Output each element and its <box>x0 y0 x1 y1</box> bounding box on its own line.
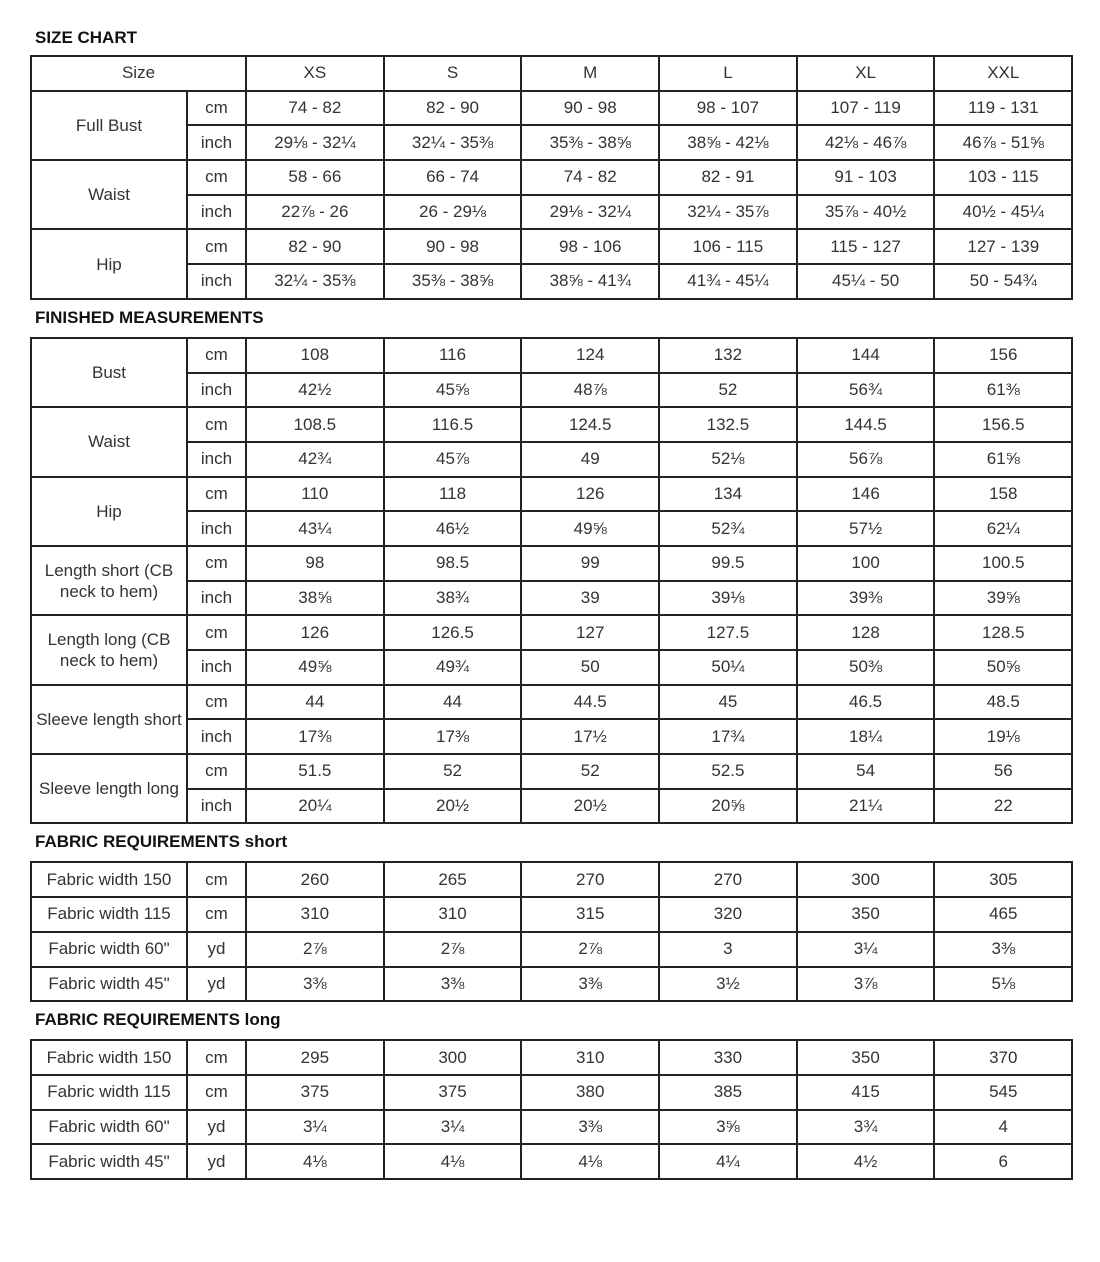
unit-cell: inch <box>187 195 246 230</box>
value-cell: 38¾ <box>384 581 522 616</box>
unit-cell: inch <box>187 511 246 546</box>
measurement-label: Sleeve length short <box>31 685 187 754</box>
value-cell: 119 - 131 <box>934 91 1072 126</box>
value-cell: 54 <box>797 754 935 789</box>
value-cell: 44.5 <box>521 685 659 720</box>
value-cell: 42⅛ - 46⅞ <box>797 125 935 160</box>
unit-cell: cm <box>187 1040 246 1075</box>
value-cell: 48⅞ <box>521 373 659 408</box>
value-cell: 44 <box>246 685 384 720</box>
value-cell: 100 <box>797 546 935 581</box>
value-cell: 66 - 74 <box>384 160 522 195</box>
table-row <box>31 862 1072 897</box>
fabric-long-table <box>30 1039 1073 1180</box>
unit-cell: cm <box>187 897 246 932</box>
value-cell: 350 <box>797 1040 935 1075</box>
fabric-width-label: Fabric width 115 <box>31 897 187 932</box>
table-row <box>31 1110 1072 1145</box>
value-cell: 19⅛ <box>934 719 1072 754</box>
value-cell: 98 <box>246 546 384 581</box>
value-cell: 2⅞ <box>246 932 384 967</box>
unit-cell: yd <box>187 967 246 1002</box>
unit-cell: inch <box>187 789 246 824</box>
table-row <box>31 407 1072 442</box>
value-cell: 99 <box>521 546 659 581</box>
table-row <box>31 511 1072 546</box>
value-cell: 3¼ <box>384 1110 522 1145</box>
value-cell: 32¼ - 35⅜ <box>384 125 522 160</box>
unit-cell: inch <box>187 719 246 754</box>
unit-cell: inch <box>187 125 246 160</box>
value-cell: 134 <box>659 477 797 512</box>
value-cell: 46.5 <box>797 685 935 720</box>
unit-cell: cm <box>187 91 246 126</box>
value-cell: 17⅜ <box>246 719 384 754</box>
value-cell: 38⅝ <box>246 581 384 616</box>
value-cell: 98 - 106 <box>521 229 659 264</box>
unit-cell: yd <box>187 1144 246 1179</box>
size-column-header: XXL <box>934 56 1072 91</box>
value-cell: 46½ <box>384 511 522 546</box>
value-cell: 58 - 66 <box>246 160 384 195</box>
finished-measurements-heading: FINISHED MEASUREMENTS <box>35 307 264 327</box>
value-cell: 20½ <box>384 789 522 824</box>
measurement-label: Bust <box>31 338 187 407</box>
fabric-width-label: Fabric width 45" <box>31 1144 187 1179</box>
value-cell: 17¾ <box>659 719 797 754</box>
unit-cell: inch <box>187 264 246 299</box>
value-cell: 52¾ <box>659 511 797 546</box>
value-cell: 100.5 <box>934 546 1072 581</box>
value-cell: 132 <box>659 338 797 373</box>
value-cell: 380 <box>521 1075 659 1110</box>
value-cell: 82 - 90 <box>246 229 384 264</box>
value-cell: 3⅞ <box>797 967 935 1002</box>
fabric-width-label: Fabric width 45" <box>31 967 187 1002</box>
value-cell: 295 <box>246 1040 384 1075</box>
measurement-label: Length long (CB neck to hem) <box>31 615 187 684</box>
value-cell: 156 <box>934 338 1072 373</box>
measurement-label: Waist <box>31 407 187 476</box>
unit-cell: cm <box>187 754 246 789</box>
value-cell: 110 <box>246 477 384 512</box>
table-row <box>31 581 1072 616</box>
value-cell: 106 - 115 <box>659 229 797 264</box>
value-cell: 49⅝ <box>521 511 659 546</box>
value-cell: 545 <box>934 1075 1072 1110</box>
fabric-width-label: Fabric width 60" <box>31 932 187 967</box>
table-row <box>31 897 1072 932</box>
value-cell: 20½ <box>521 789 659 824</box>
value-cell: 38⅝ - 42⅛ <box>659 125 797 160</box>
finished-measurements-table <box>30 337 1073 825</box>
value-cell: 3⅝ <box>659 1110 797 1145</box>
table-row <box>31 91 1072 126</box>
value-cell: 74 - 82 <box>521 160 659 195</box>
measurement-label: Hip <box>31 229 187 298</box>
value-cell: 127 <box>521 615 659 650</box>
value-cell: 49¾ <box>384 650 522 685</box>
value-cell: 116.5 <box>384 407 522 442</box>
value-cell: 41¾ - 45¼ <box>659 264 797 299</box>
value-cell: 46⅞ - 51⅝ <box>934 125 1072 160</box>
unit-cell: cm <box>187 862 246 897</box>
unit-cell: cm <box>187 160 246 195</box>
value-cell: 3¼ <box>797 932 935 967</box>
table-row <box>31 160 1072 195</box>
value-cell: 132.5 <box>659 407 797 442</box>
value-cell: 127.5 <box>659 615 797 650</box>
value-cell: 44 <box>384 685 522 720</box>
value-cell: 156.5 <box>934 407 1072 442</box>
value-cell: 45⅞ <box>384 442 522 477</box>
value-cell: 35⅞ - 40½ <box>797 195 935 230</box>
value-cell: 126 <box>521 477 659 512</box>
value-cell: 107 - 119 <box>797 91 935 126</box>
value-cell: 108 <box>246 338 384 373</box>
value-cell: 50⅜ <box>797 650 935 685</box>
measurement-label: Hip <box>31 477 187 546</box>
value-cell: 144 <box>797 338 935 373</box>
unit-cell: cm <box>187 615 246 650</box>
value-cell: 56 <box>934 754 1072 789</box>
value-cell: 20¼ <box>246 789 384 824</box>
value-cell: 35⅜ - 38⅝ <box>384 264 522 299</box>
value-cell: 52 <box>384 754 522 789</box>
fabric-width-label: Fabric width 115 <box>31 1075 187 1110</box>
value-cell: 315 <box>521 897 659 932</box>
value-cell: 18¼ <box>797 719 935 754</box>
value-cell: 300 <box>384 1040 522 1075</box>
unit-cell: cm <box>187 407 246 442</box>
unit-cell: cm <box>187 1075 246 1110</box>
value-cell: 320 <box>659 897 797 932</box>
value-cell: 2⅞ <box>384 932 522 967</box>
value-cell: 375 <box>384 1075 522 1110</box>
value-cell: 50¼ <box>659 650 797 685</box>
value-cell: 62¼ <box>934 511 1072 546</box>
size-column-header: M <box>521 56 659 91</box>
value-cell: 128.5 <box>934 615 1072 650</box>
value-cell: 56⅞ <box>797 442 935 477</box>
value-cell: 3½ <box>659 967 797 1002</box>
value-cell: 43¼ <box>246 511 384 546</box>
table-row <box>31 373 1072 408</box>
value-cell: 3¾ <box>797 1110 935 1145</box>
value-cell: 17½ <box>521 719 659 754</box>
value-cell: 3⅜ <box>384 967 522 1002</box>
measurement-label: Full Bust <box>31 91 187 160</box>
value-cell: 98 - 107 <box>659 91 797 126</box>
size-column-header: S <box>384 56 522 91</box>
value-cell: 26 - 29⅛ <box>384 195 522 230</box>
value-cell: 465 <box>934 897 1072 932</box>
value-cell: 3⅜ <box>934 932 1072 967</box>
value-cell: 61⅜ <box>934 373 1072 408</box>
unit-cell: inch <box>187 581 246 616</box>
value-cell: 42½ <box>246 373 384 408</box>
value-cell: 90 - 98 <box>384 229 522 264</box>
table-row <box>31 754 1072 789</box>
value-cell: 52 <box>659 373 797 408</box>
size-column-header: L <box>659 56 797 91</box>
value-cell: 330 <box>659 1040 797 1075</box>
header-row <box>31 56 1072 91</box>
value-cell: 310 <box>384 897 522 932</box>
fabric-short-table <box>30 861 1073 1002</box>
value-cell: 20⅝ <box>659 789 797 824</box>
fabric-long-heading: FABRIC REQUIREMENTS long <box>35 1010 281 1030</box>
table-row <box>31 546 1072 581</box>
value-cell: 50⅝ <box>934 650 1072 685</box>
unit-cell: cm <box>187 477 246 512</box>
value-cell: 74 - 82 <box>246 91 384 126</box>
table-row <box>31 195 1072 230</box>
value-cell: 146 <box>797 477 935 512</box>
value-cell: 2⅞ <box>521 932 659 967</box>
value-cell: 52⅛ <box>659 442 797 477</box>
fabric-width-label: Fabric width 60" <box>31 1110 187 1145</box>
value-cell: 415 <box>797 1075 935 1110</box>
table-row <box>31 685 1072 720</box>
size-chart-heading: SIZE CHART <box>35 28 137 47</box>
value-cell: 39⅜ <box>797 581 935 616</box>
value-cell: 260 <box>246 862 384 897</box>
table-row <box>31 615 1072 650</box>
value-cell: 45⅝ <box>384 373 522 408</box>
value-cell: 116 <box>384 338 522 373</box>
table-row <box>31 229 1072 264</box>
value-cell: 270 <box>659 862 797 897</box>
value-cell: 310 <box>246 897 384 932</box>
measurement-label: Waist <box>31 160 187 229</box>
value-cell: 57½ <box>797 511 935 546</box>
value-cell: 270 <box>521 862 659 897</box>
table-row <box>31 932 1072 967</box>
value-cell: 3⅜ <box>246 967 384 1002</box>
unit-cell: inch <box>187 373 246 408</box>
value-cell: 38⅝ - 41¾ <box>521 264 659 299</box>
size-column-header: XS <box>246 56 384 91</box>
value-cell: 385 <box>659 1075 797 1110</box>
value-cell: 370 <box>934 1040 1072 1075</box>
value-cell: 108.5 <box>246 407 384 442</box>
size-column-header: XL <box>797 56 935 91</box>
table-row <box>31 125 1072 160</box>
value-cell: 98.5 <box>384 546 522 581</box>
value-cell: 32¼ - 35⅞ <box>659 195 797 230</box>
table-row <box>31 264 1072 299</box>
value-cell: 50 - 54¾ <box>934 264 1072 299</box>
unit-cell: inch <box>187 650 246 685</box>
value-cell: 17⅜ <box>384 719 522 754</box>
value-cell: 3¼ <box>246 1110 384 1145</box>
value-cell: 4⅛ <box>246 1144 384 1179</box>
value-cell: 39⅝ <box>934 581 1072 616</box>
value-cell: 49⅝ <box>246 650 384 685</box>
value-cell: 158 <box>934 477 1072 512</box>
value-cell: 5⅛ <box>934 967 1072 1002</box>
size-chart-document <box>30 0 1071 1180</box>
size-chart-table <box>30 55 1073 300</box>
value-cell: 3⅜ <box>521 967 659 1002</box>
value-cell: 118 <box>384 477 522 512</box>
fabric-width-label: Fabric width 150 <box>31 862 187 897</box>
value-cell: 22 <box>934 789 1072 824</box>
value-cell: 103 - 115 <box>934 160 1072 195</box>
value-cell: 127 - 139 <box>934 229 1072 264</box>
value-cell: 128 <box>797 615 935 650</box>
value-cell: 3 <box>659 932 797 967</box>
value-cell: 29⅛ - 32¼ <box>246 125 384 160</box>
value-cell: 45¼ - 50 <box>797 264 935 299</box>
value-cell: 124 <box>521 338 659 373</box>
value-cell: 4¼ <box>659 1144 797 1179</box>
unit-cell: cm <box>187 546 246 581</box>
table-row <box>31 650 1072 685</box>
value-cell: 50 <box>521 650 659 685</box>
measurement-label: Sleeve length long <box>31 754 187 823</box>
fabric-width-label: Fabric width 150 <box>31 1040 187 1075</box>
size-header-cell: Size <box>31 56 246 91</box>
value-cell: 82 - 90 <box>384 91 522 126</box>
value-cell: 4½ <box>797 1144 935 1179</box>
value-cell: 56¾ <box>797 373 935 408</box>
value-cell: 21¼ <box>797 789 935 824</box>
fabric-short-heading: FABRIC REQUIREMENTS short <box>35 832 288 852</box>
table-row <box>31 1144 1072 1179</box>
unit-cell: inch <box>187 442 246 477</box>
unit-cell: cm <box>187 229 246 264</box>
unit-cell: yd <box>187 932 246 967</box>
table-row <box>31 477 1072 512</box>
value-cell: 126 <box>246 615 384 650</box>
value-cell: 48.5 <box>934 685 1072 720</box>
value-cell: 61⅝ <box>934 442 1072 477</box>
value-cell: 22⅞ - 26 <box>246 195 384 230</box>
value-cell: 39 <box>521 581 659 616</box>
table-row <box>31 789 1072 824</box>
value-cell: 115 - 127 <box>797 229 935 264</box>
value-cell: 52 <box>521 754 659 789</box>
value-cell: 32¼ - 35⅜ <box>246 264 384 299</box>
value-cell: 310 <box>521 1040 659 1075</box>
table-row <box>31 967 1072 1002</box>
value-cell: 350 <box>797 897 935 932</box>
value-cell: 300 <box>797 862 935 897</box>
value-cell: 124.5 <box>521 407 659 442</box>
value-cell: 126.5 <box>384 615 522 650</box>
value-cell: 4⅛ <box>384 1144 522 1179</box>
value-cell: 42¾ <box>246 442 384 477</box>
table-row <box>31 338 1072 373</box>
value-cell: 4 <box>934 1110 1072 1145</box>
value-cell: 265 <box>384 862 522 897</box>
measurement-label: Length short (CB neck to hem) <box>31 546 187 615</box>
value-cell: 35⅜ - 38⅝ <box>521 125 659 160</box>
value-cell: 49 <box>521 442 659 477</box>
value-cell: 4⅛ <box>521 1144 659 1179</box>
unit-cell: cm <box>187 685 246 720</box>
value-cell: 39⅛ <box>659 581 797 616</box>
value-cell: 51.5 <box>246 754 384 789</box>
unit-cell: cm <box>187 338 246 373</box>
value-cell: 144.5 <box>797 407 935 442</box>
value-cell: 6 <box>934 1144 1072 1179</box>
value-cell: 52.5 <box>659 754 797 789</box>
value-cell: 99.5 <box>659 546 797 581</box>
value-cell: 375 <box>246 1075 384 1110</box>
value-cell: 29⅛ - 32¼ <box>521 195 659 230</box>
value-cell: 40½ - 45¼ <box>934 195 1072 230</box>
table-row <box>31 1075 1072 1110</box>
unit-cell: yd <box>187 1110 246 1145</box>
table-row <box>31 442 1072 477</box>
value-cell: 45 <box>659 685 797 720</box>
table-row <box>31 719 1072 754</box>
value-cell: 82 - 91 <box>659 160 797 195</box>
value-cell: 305 <box>934 862 1072 897</box>
value-cell: 3⅜ <box>521 1110 659 1145</box>
value-cell: 91 - 103 <box>797 160 935 195</box>
value-cell: 90 - 98 <box>521 91 659 126</box>
table-row <box>31 1040 1072 1075</box>
